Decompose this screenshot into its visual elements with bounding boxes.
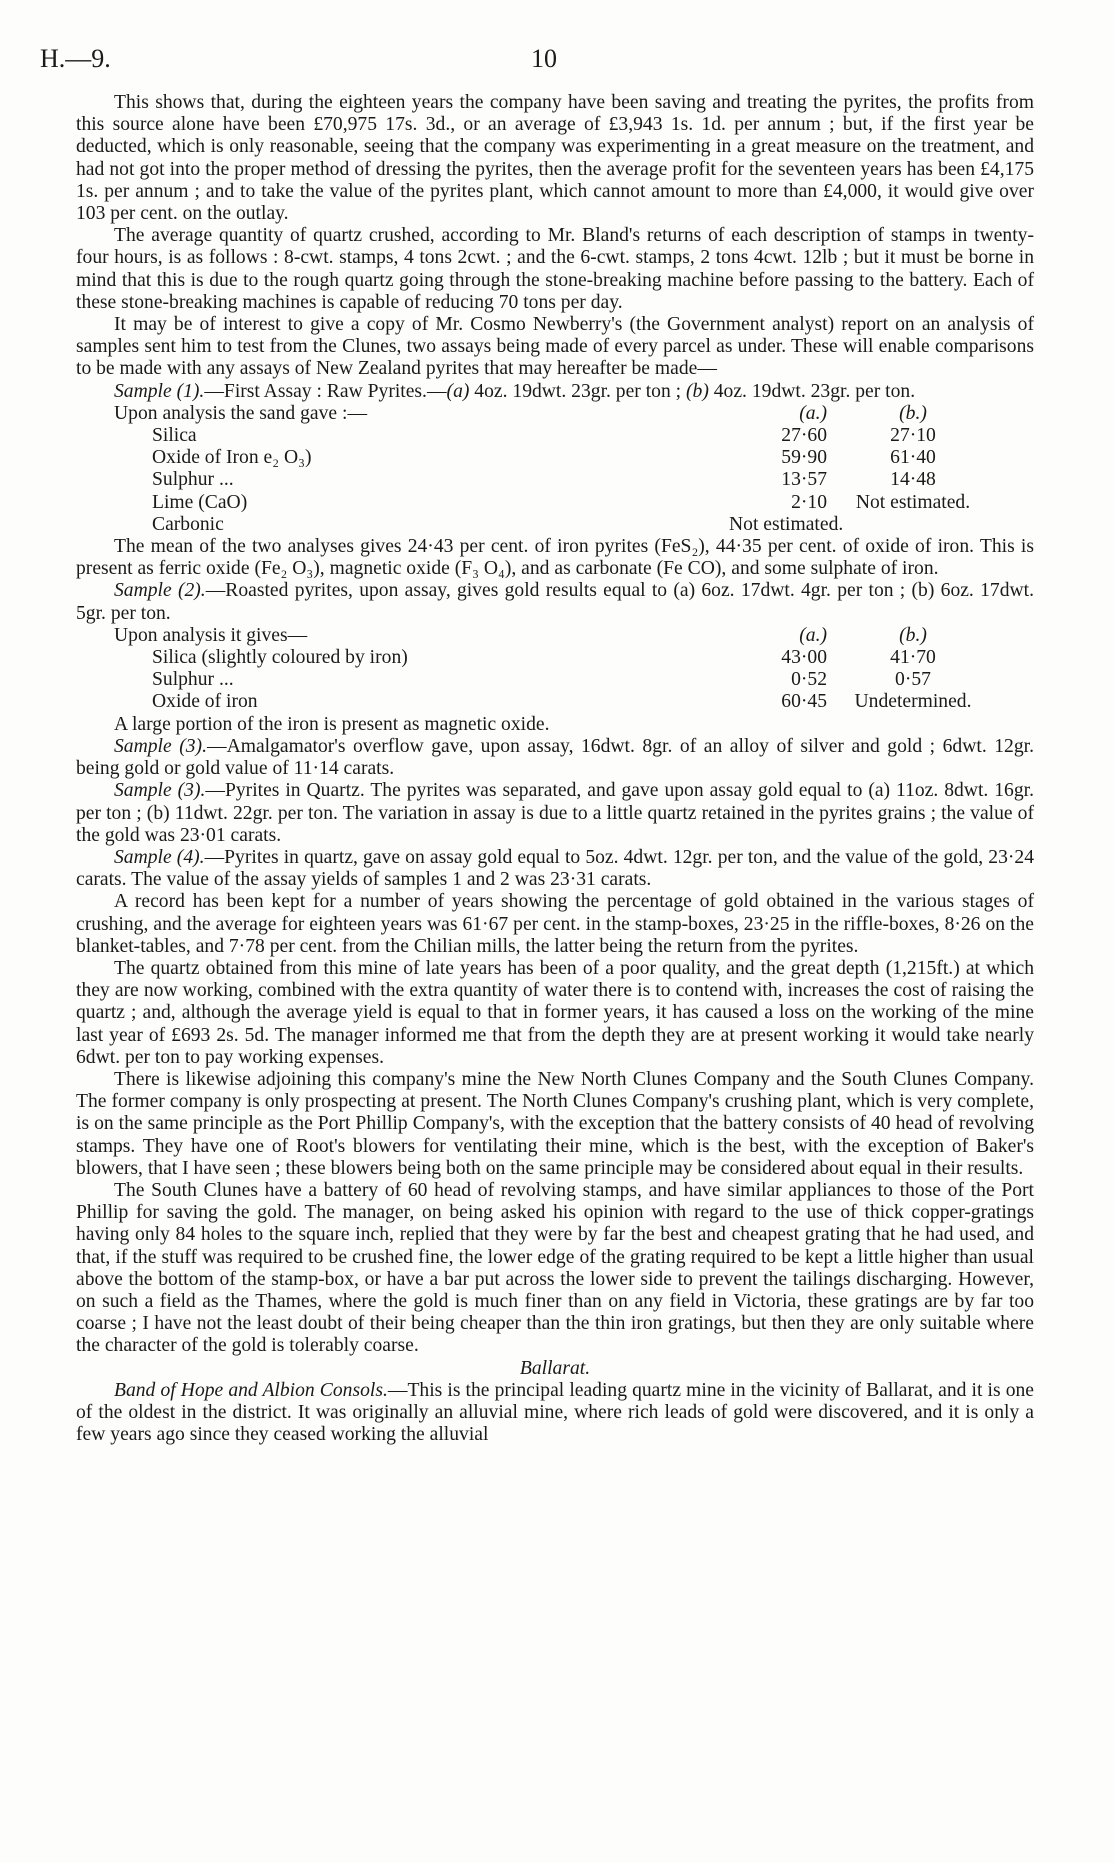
page-header <box>40 44 1034 92</box>
row-value-b: 27·10 <box>890 425 936 447</box>
row-label: Sulphur ... <box>152 669 234 691</box>
sample-2-label: Sample (2). <box>114 580 206 602</box>
section-heading-ballarat: Ballarat. <box>519 1357 591 1379</box>
table-header-row <box>114 625 993 647</box>
column-a-header: (a.) <box>799 624 827 646</box>
row-value-a: 2·10 <box>791 491 827 513</box>
sample-4-label: Sample (4). <box>114 846 205 868</box>
paragraph-quartz-quality: The quartz obtained from this mine of late years has been of a poor quality, and the great depth (1,215ft.) at which they are now working, combined with the extra quantity of water there is to contend with, increases the cost of raising the quartz ; and, although the average yield is equal to that in former years, it has caused a loss on the working of the mine last year of £693 2s. 5d. The manager informed me that from the depth they are at present working it would take nearly 6dwt. per ton to pay working expenses. <box>76 957 1034 1068</box>
assay-table-1 <box>114 403 993 536</box>
row-value-b: 41·70 <box>890 647 936 669</box>
sample-3b-label: Sample (3). <box>114 780 206 802</box>
row-value-b: Undetermined. <box>854 691 972 713</box>
page-number: 10 <box>531 44 557 73</box>
row-value-a: 43·00 <box>781 647 827 669</box>
table-row <box>114 514 993 536</box>
paragraph-adjoining-companies: There is likewise adjoining this company's mine the New North Clunes Company and the South Clunes Company. The former company is only prospecting at present. The North Clunes Company's crushing plant, which is very complete, is on the same principle as the Port Phillip Company's, with the exception that the battery consists of 40 head of revolving stamps. They have one of Root's blowers for ventilating their mine, which is the best, with the exception of Baker's blowers, that I have seen ; these blowers being both on the same principle may be considered about equal in their results. <box>76 1068 1034 1179</box>
sample-3b-text: —Pyrites in Quartz. The pyrites was separated, and gave upon assay gold equal to (a) 11oz. 8dwt. 16gr. per ton ; (b) 11dwt. 22gr. per ton. The variation in assay is due to a little quartz retained in the pyrites grains ; the value of the gold was 23·01 carats. <box>76 780 1034 846</box>
band-of-hope-text: —This is the principal leading quartz mine in the vicinity of Ballarat, and it is one of the oldest in the district. It was originally an alluvial mine, where rich leads of gold were discovered, and it is only a few years ago since they ceased working the alluvial <box>76 1379 1034 1446</box>
sample-3a-text: —Amalgamator's overflow gave, upon assay, 16dwt. 8gr. of an alloy of silver and gold ; 6dwt. 12gr. being gold or gold value of 11·14 carats. <box>76 735 1034 780</box>
paragraph-mean: The mean of the two analyses gives 24·43 per cent. of iron pyrites (FeS₂), 44·35 per cent. of oxide of iron. This is present as ferric oxide (Fe₂ O₃), magnetic oxide (F₃ O₄), and as carbonate (Fe CO), and some sulphate of iron. <box>76 536 1034 580</box>
paragraph-sample-3b <box>76 780 1034 847</box>
table-row <box>114 647 993 669</box>
paragraph-profits: This shows that, during the eighteen years the company have been saving and treating the pyrites, the profits from this source alone have been £70,975 17s. 3d., or an average of £3,943 1s. 1d. per annum ; but, if the first year be deducted, which is only reasonable, seeing that the company was experimenting in a great measure on the treatment, and had not got into the proper method of dressing the pyrites, then the average profit for the seventeen years has been £4,175 1s. per annum ; and to take the value of the pyrites plant, which cannot amount to more than £4,000, it would give over 103 per cent. on the outlay. <box>76 92 1034 225</box>
row-label: Sulphur ... <box>152 469 234 491</box>
sample-1-b-value: 4oz. 19dwt. 23gr. per ton. <box>708 380 916 402</box>
row-value-a: 0·52 <box>791 669 827 691</box>
table-row <box>114 469 993 491</box>
row-value-a: 59·90 <box>781 447 827 469</box>
sample-3a-label: Sample (3). <box>114 735 207 757</box>
sample-1-a: (a) <box>446 380 470 402</box>
row-label: Silica (slightly coloured by iron) <box>152 647 408 669</box>
row-label: Silica <box>152 425 197 447</box>
table-row <box>114 492 993 514</box>
table-row <box>114 669 993 691</box>
row-value-a: 13·57 <box>781 469 827 491</box>
row-value-a: Not estimated. <box>729 513 844 535</box>
sample-1-a-value: 4oz. 19dwt. 23gr. per ton ; <box>469 380 686 402</box>
table-row <box>114 447 993 469</box>
row-value-b: 0·57 <box>895 669 931 691</box>
paragraph-sample-4 <box>76 847 1034 891</box>
sample-2-text: —Roasted pyrites, upon assay, gives gold results equal to (a) 6oz. 17dwt. 4gr. per ton ; (b) 6oz. 17dwt. 5gr. per ton. <box>76 580 1034 624</box>
row-value-a: 60·45 <box>781 691 827 713</box>
paragraph-sample-1 <box>76 381 1034 403</box>
column-b-header: (b.) <box>899 624 927 646</box>
row-value-b: Not estimated. <box>855 491 971 513</box>
paragraph-magnetic-oxide: A large portion of the iron is present as magnetic oxide. <box>114 713 550 735</box>
row-label: Carbonic <box>152 513 224 535</box>
row-label: Lime (CaO) <box>152 491 248 513</box>
sample-4-text: —Pyrites in quartz, gave on assay gold equal to 5oz. 4dwt. 12gr. per ton, and the value of the gold, 23·24 carats. The value of the assay yields of samples 1 and 2 was 23·31 carats. <box>76 846 1035 891</box>
paragraph-analyst-report: It may be of interest to give a copy of Mr. Cosmo Newberry's (the Government analyst) report on an analysis of samples sent him to test from the Clunes, two assays being made of every parcel as under. These will enable comparisons to be made with any assays of New Zealand pyrites that may hereafter be made— <box>76 314 1034 380</box>
table-row <box>114 425 993 447</box>
row-value-b: 61·40 <box>890 447 936 469</box>
paragraph-stamps: The average quantity of quartz crushed, according to Mr. Bland's returns of each description of stamps in twenty-four hours, is as follows : 8-cwt. stamps, 4 tons 2cwt. ; and the 6-cwt. stamps, 2 tons 4cwt. 12lb ; but it must be borne in mind that this is due to the rough quartz going through the stone-breaking machine before passing to the battery. Each of these stone-breaking machines is capable of reducing 70 tons per day. <box>76 225 1034 313</box>
paragraph-sample-2 <box>76 580 1034 624</box>
paragraph-gold-record: A record has been kept for a number of years showing the percentage of gold obtained in the various stages of crushing, and the average for eighteen years was 61·67 per cent. in the stamp-boxes, 23·25 in the riffle-boxes, 8·26 on the blanket-tables, and 7·78 per cent. from the Chilian mills, the latter being the return from the pyrites. <box>76 891 1034 957</box>
column-a-header: (a.) <box>799 402 827 424</box>
paragraph-south-clunes: The South Clunes have a battery of 60 head of revolving stamps, and have similar appliances to those of the Port Phillip for saving the gold. The manager, on being asked his opinion with regard to the use of thick copper-gratings having only 84 holes to the square inch, replied that they were by far the best and cheapest grating that he had used, and that, if the stuff was required to be crushed fine, the lower edge of the grating required to be kept a little higher than usual above the bottom of the stamp-box, or have a bar put across the lower side to prevent the tailings discharging. However, on such a field as the Thames, where the gold is much finer than on any field in Victoria, these gratings are by far too coarse ; I have not the least doubt of their being cheaper than the thin iron gratings, but then they are only suitable where the character of the gold is tolerably coarse. <box>76 1179 1034 1357</box>
table-intro: Upon analysis it gives— <box>114 624 308 646</box>
table-intro: Upon analysis the sand gave :— <box>114 402 368 424</box>
paragraph-sample-3a <box>76 736 1034 780</box>
sample-1-b: (b) <box>686 380 709 402</box>
document-reference: H.—9. <box>40 44 111 73</box>
sample-1-label: Sample (1). <box>114 380 205 402</box>
row-value-a: 27·60 <box>781 425 827 447</box>
paragraph-band-of-hope <box>76 1380 1034 1447</box>
body-text <box>76 92 1034 1446</box>
column-b-header: (b.) <box>899 402 927 424</box>
band-of-hope-label: Band of Hope and Albion Consols. <box>114 1379 388 1401</box>
assay-table-2 <box>114 625 993 714</box>
row-label: Oxide of iron <box>152 691 258 713</box>
table-header-row <box>114 403 993 425</box>
sample-1-text: —First Assay : Raw Pyrites.— <box>204 380 447 402</box>
row-label: Oxide of Iron e₂ O₃) <box>152 447 312 469</box>
table-row <box>114 691 993 713</box>
row-value-b: 14·48 <box>890 469 936 491</box>
